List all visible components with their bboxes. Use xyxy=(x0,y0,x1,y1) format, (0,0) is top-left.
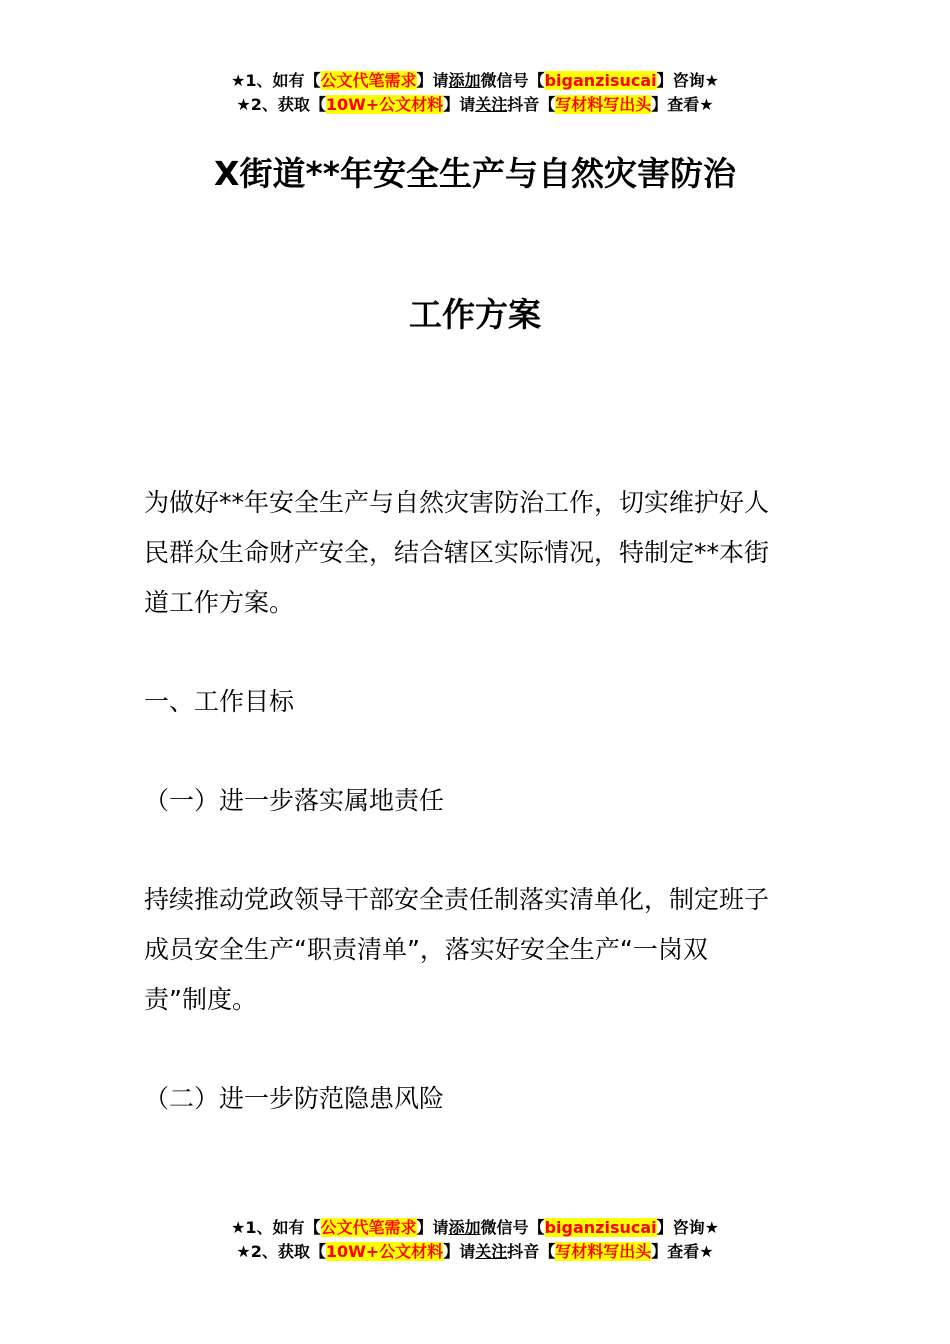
promo-wechat-id: biganzisucai xyxy=(544,71,657,90)
promo-highlight: 10W+公文材料 xyxy=(325,95,444,114)
promo-line-1: ★1、如有【公文代笔需求】请添加微信号【biganzisucai】咨询★ xyxy=(231,71,719,90)
promo-douyin-id: 写材料写出头 xyxy=(555,1242,652,1261)
promo-line-2: ★2、获取【10W+公文材料】请关注抖音【写材料写出头】查看★ xyxy=(236,1242,714,1261)
subsection-heading-2: （二）进一步防范隐患风险 xyxy=(144,1084,445,1113)
promo-banner-bottom xyxy=(0,1216,950,1264)
promo-douyin-id: 写材料写出头 xyxy=(555,95,652,114)
promo-highlight: 10W+公文材料 xyxy=(325,1242,444,1261)
document-title-line-1: X街道**年安全生产与自然灾害防治 xyxy=(214,154,736,193)
promo-wechat-id: biganzisucai xyxy=(544,1218,657,1237)
promo-highlight: 公文代笔需求 xyxy=(320,1218,417,1237)
promo-line-1: ★1、如有【公文代笔需求】请添加微信号【biganzisucai】咨询★ xyxy=(231,1218,719,1237)
body-paragraph-1: 持续推动党政领导干部安全责任制落实清单化，制定班子 成员安全生产“职责清单”，落实好安全生产“一岗双 责”制度。 xyxy=(144,885,770,1014)
subsection-heading-1: （一）进一步落实属地责任 xyxy=(144,786,445,815)
promo-line-2: ★2、获取【10W+公文材料】请关注抖音【写材料写出头】查看★ xyxy=(236,95,714,114)
intro-paragraph: 为做好**年安全生产与自然灾害防治工作，切实维护好人 民群众生命财产安全，结合辖区实际情况，特制定**本街 道工作方案。 xyxy=(144,488,770,617)
section-heading-1: 一、工作目标 xyxy=(144,687,295,716)
document-title-line-2: 工作方案 xyxy=(409,295,541,334)
promo-highlight: 公文代笔需求 xyxy=(320,71,417,90)
document-body xyxy=(144,478,814,1173)
promo-banner-top xyxy=(0,69,950,117)
